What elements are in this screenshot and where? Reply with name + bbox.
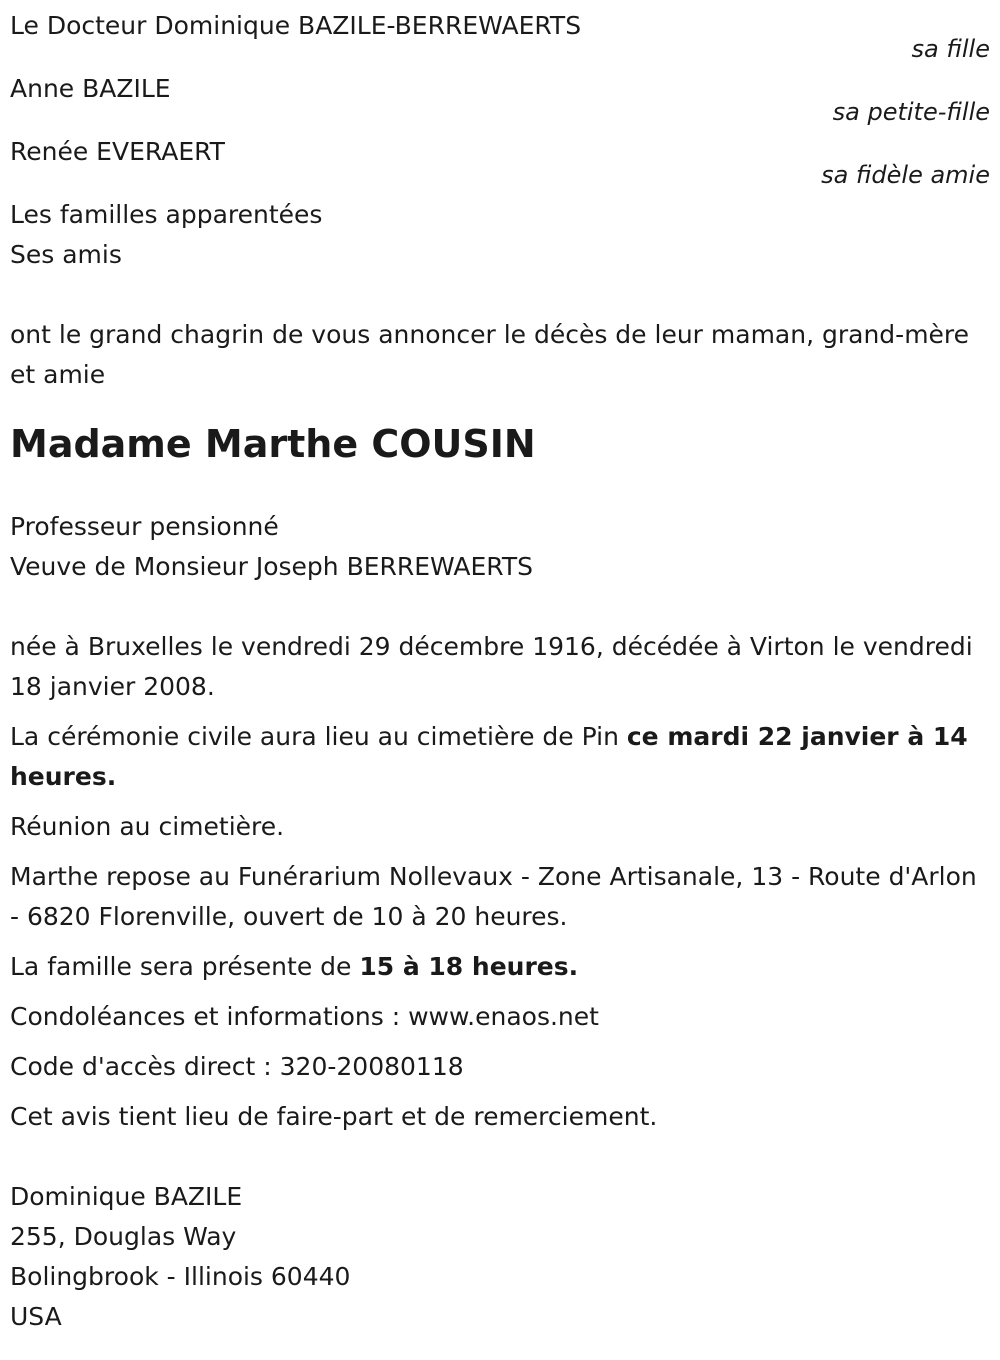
contact-address: [10, 1177, 990, 1337]
family-member-name: Le Docteur Dominique BAZILE-BERREWAERTS: [10, 11, 582, 40]
address-line: Dominique BAZILE: [10, 1182, 243, 1211]
obituary-notice: [10, 6, 990, 1337]
family-presence-hours: 15 à 18 heures.: [359, 952, 579, 981]
ceremony-datetime: ce mardi 22 janvier à 14 heures.: [10, 722, 968, 791]
family-member-name: Anne BAZILE: [10, 74, 171, 103]
address-line: Bolingbrook - Illinois 60440: [10, 1262, 351, 1291]
condolences-text: Condoléances et informations : www.enaos.net: [10, 1002, 599, 1031]
other-mourners-line: Les familles apparentées: [10, 200, 323, 229]
ceremony-text: [10, 717, 990, 797]
deceased-name: Madame Marthe COUSIN: [10, 422, 536, 466]
birth-death-text: née à Bruxelles le vendredi 29 décembre 1916, décédée à Virton le vendredi 18 janvier 2008.: [10, 632, 973, 701]
family-member-relation: sa fille: [911, 35, 990, 63]
notice-text: Cet avis tient lieu de faire-part et de remerciement.: [10, 1102, 658, 1131]
family-presence-text: [10, 947, 990, 987]
family-member-row: [10, 132, 990, 195]
address-line: 255, Douglas Way: [10, 1222, 237, 1251]
family-presence-description: La famille sera présente de: [10, 952, 360, 981]
ceremony-description: La cérémonie civile aura lieu au cimetière de Pin: [10, 722, 627, 751]
family-member-row: [10, 6, 990, 69]
address-line: USA: [10, 1302, 62, 1331]
access-code-text: Code d'accès direct : 320-20080118: [10, 1052, 464, 1081]
other-mourners-line: Ses amis: [10, 240, 122, 269]
meeting-text: Réunion au cimetière.: [10, 812, 285, 841]
family-member-relation: sa petite-fille: [832, 98, 990, 126]
deceased-widow-of: Veuve de Monsieur Joseph BERREWAERTS: [10, 552, 533, 581]
family-member-name: Renée EVERAERT: [10, 137, 225, 166]
deceased-profession: Professeur pensionné: [10, 512, 279, 541]
funerarium-text: Marthe repose au Funérarium Nollevaux - Zone Artisanale, 13 - Route d'Arlon - 6820 Florenville, ouvert de 10 à 20 heures.: [10, 862, 977, 931]
announcement-text: ont le grand chagrin de vous annoncer le décès de leur maman, grand-mère et amie: [10, 320, 970, 389]
family-member-relation: sa fidèle amie: [821, 161, 990, 189]
family-member-row: [10, 69, 990, 132]
